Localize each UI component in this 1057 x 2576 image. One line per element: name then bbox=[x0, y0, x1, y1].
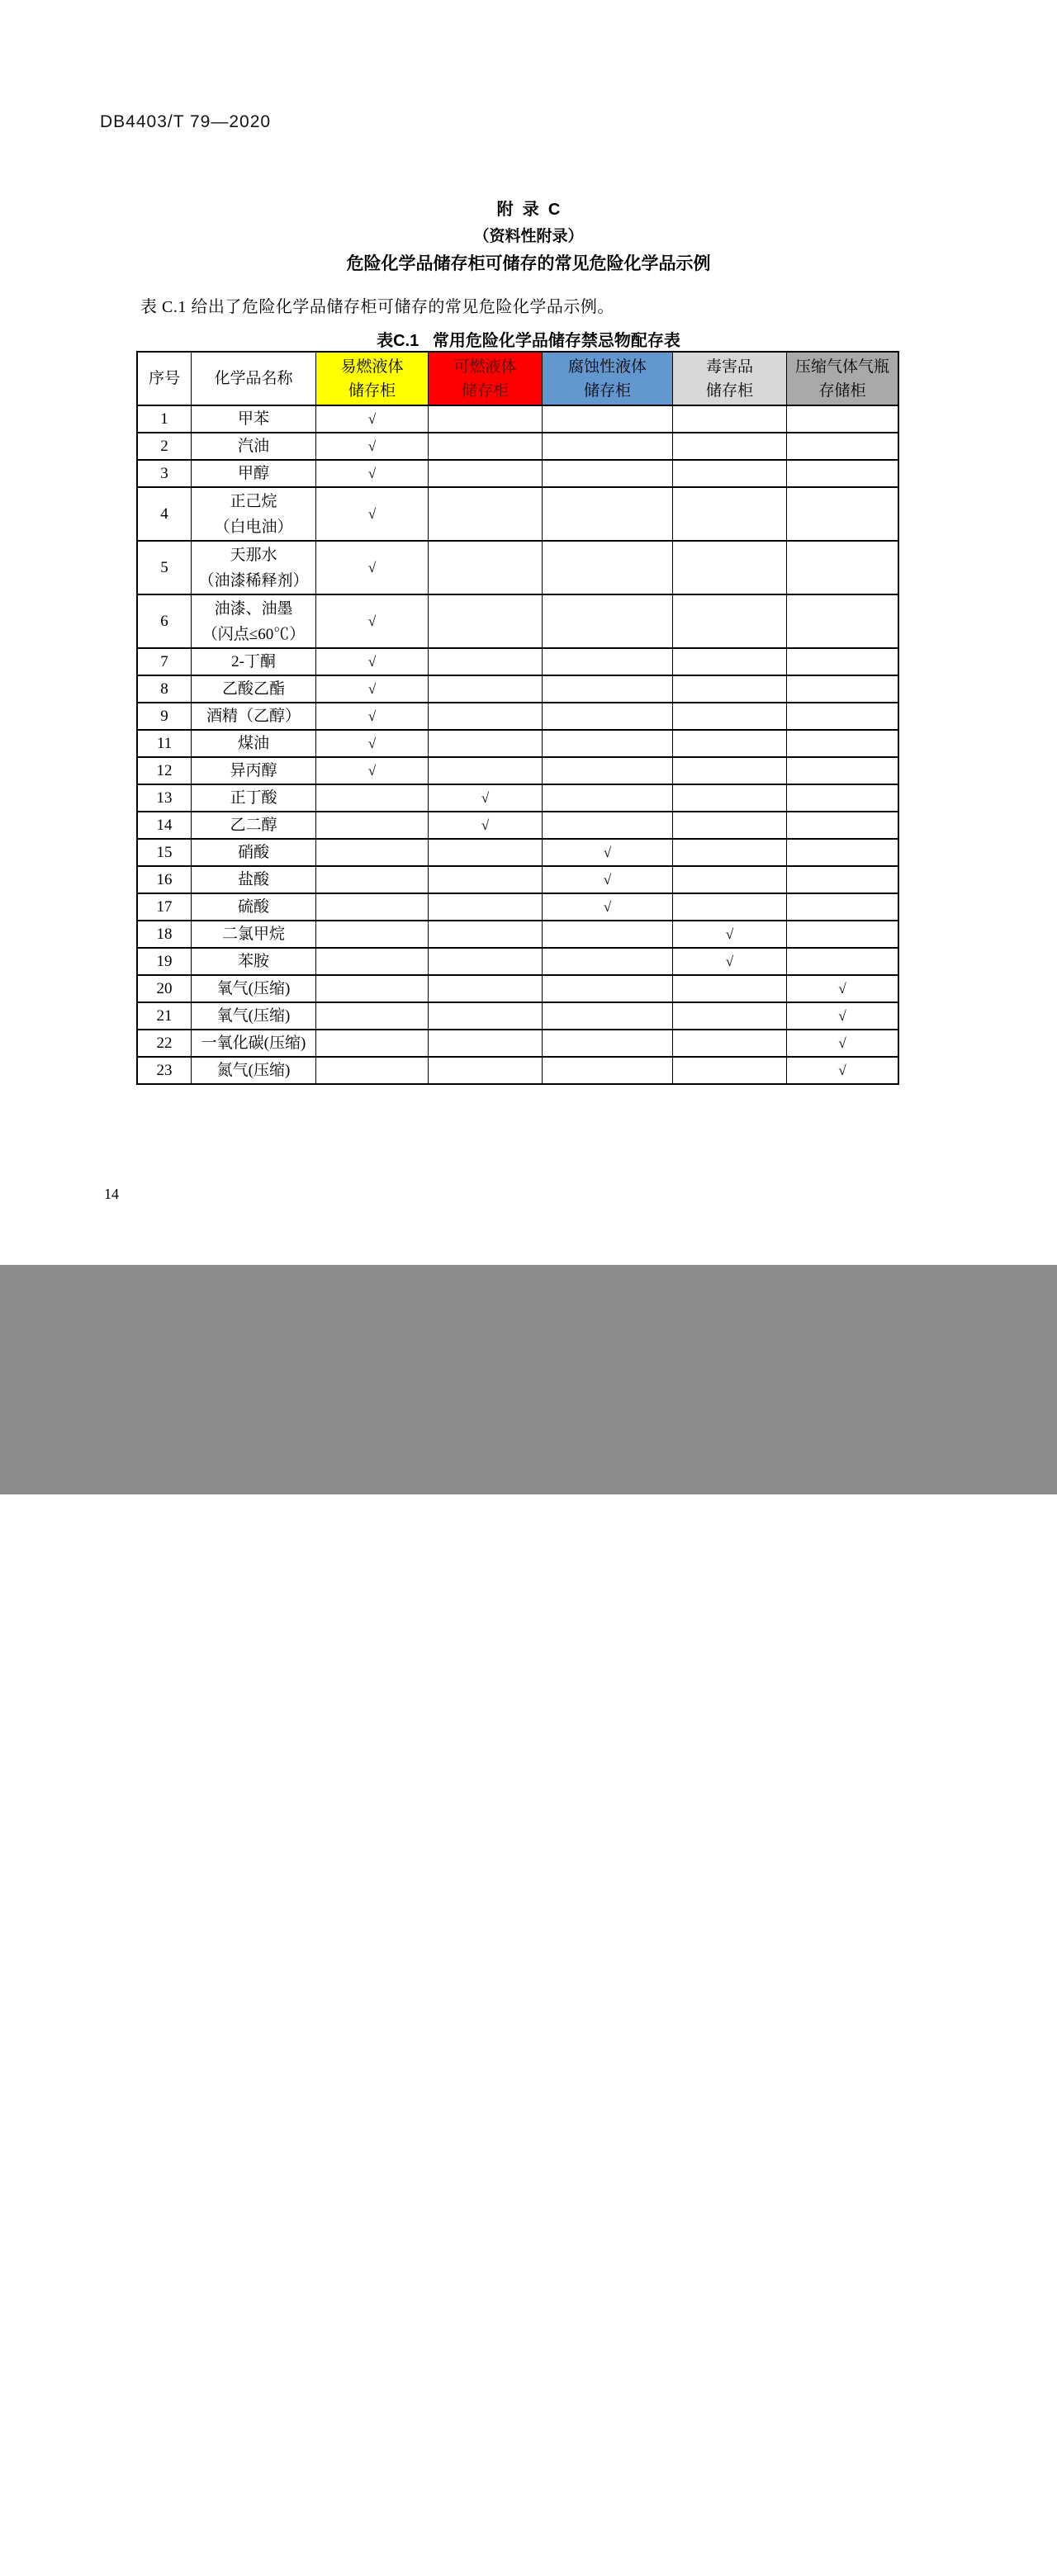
cell-mark-compressed bbox=[787, 866, 899, 893]
chemical-name-line: 汽油 bbox=[237, 438, 269, 455]
cell-mark-compressed bbox=[787, 648, 899, 675]
cell-mark-corrosive bbox=[543, 541, 673, 594]
header-cell-compressed bbox=[787, 352, 899, 405]
cell-mark-combustible bbox=[429, 405, 543, 433]
cell-mark-corrosive bbox=[543, 1002, 673, 1030]
cell-mark-toxic bbox=[673, 784, 787, 812]
cell-mark-flammable: √ bbox=[316, 433, 429, 460]
cell-mark-combustible bbox=[429, 866, 543, 893]
cell-mark-corrosive bbox=[543, 784, 673, 812]
header-label-line: 储存柜 bbox=[705, 381, 753, 400]
cell-mark-corrosive bbox=[543, 703, 673, 730]
cell-mark-compressed bbox=[787, 460, 899, 487]
cell-mark-compressed: √ bbox=[787, 1030, 899, 1057]
cell-mark-toxic bbox=[673, 405, 787, 433]
cell-row-number: 16 bbox=[137, 866, 192, 893]
cell-mark-flammable bbox=[316, 975, 429, 1002]
cell-mark-compressed bbox=[787, 433, 899, 460]
cell-mark-compressed bbox=[787, 541, 899, 594]
cell-mark-corrosive bbox=[543, 675, 673, 703]
cell-chemical-name bbox=[192, 594, 316, 648]
cell-mark-combustible bbox=[429, 433, 543, 460]
header-label-line: 存储柜 bbox=[818, 381, 866, 400]
cell-mark-combustible bbox=[429, 675, 543, 703]
cell-mark-toxic bbox=[673, 594, 787, 648]
cell-mark-compressed bbox=[787, 784, 899, 812]
page-number: 14 bbox=[104, 1186, 119, 1202]
header-label-line: 储存柜 bbox=[583, 381, 631, 400]
cell-mark-toxic: √ bbox=[673, 921, 787, 948]
cell-mark-flammable bbox=[316, 812, 429, 839]
cell-mark-toxic bbox=[673, 541, 787, 594]
table-row bbox=[137, 1030, 898, 1057]
cell-mark-flammable bbox=[316, 839, 429, 866]
cell-mark-compressed: √ bbox=[787, 1002, 899, 1030]
cell-chemical-name bbox=[192, 487, 316, 541]
cell-mark-corrosive bbox=[543, 487, 673, 541]
header-label-line: 储存柜 bbox=[461, 381, 509, 400]
cell-mark-toxic bbox=[673, 975, 787, 1002]
header-cell-combustible bbox=[429, 352, 543, 405]
appendix-heading: 危险化学品储存柜可储存的常见危险化学品示例 bbox=[346, 254, 711, 273]
chemical-name-line: （白电油） bbox=[214, 518, 293, 536]
cell-mark-compressed: √ bbox=[787, 975, 899, 1002]
cell-row-number: 21 bbox=[137, 1002, 192, 1030]
cell-mark-toxic bbox=[673, 1030, 787, 1057]
table-row bbox=[137, 1002, 898, 1030]
intro-paragraph: 表 C.1 给出了危险化学品储存柜可储存的常见危险化学品示例。 bbox=[140, 298, 614, 316]
cell-mark-corrosive: √ bbox=[543, 893, 673, 921]
cell-row-number: 3 bbox=[137, 460, 192, 487]
cell-row-number: 19 bbox=[137, 948, 192, 975]
cell-mark-combustible bbox=[429, 757, 543, 784]
doc-code: DB4403/T 79—2020 bbox=[100, 112, 272, 131]
cell-chemical-name bbox=[192, 703, 316, 730]
header-cell-flammable bbox=[316, 352, 429, 405]
cell-mark-corrosive bbox=[543, 975, 673, 1002]
cell-row-number: 8 bbox=[137, 675, 192, 703]
header-label-line: 易燃液体 bbox=[340, 358, 404, 376]
cell-mark-corrosive bbox=[543, 1057, 673, 1084]
chemical-name-line: （油漆稀释剂） bbox=[198, 571, 309, 590]
cell-mark-toxic bbox=[673, 703, 787, 730]
cell-chemical-name bbox=[192, 675, 316, 703]
cell-mark-flammable: √ bbox=[316, 757, 429, 784]
cell-chemical-name bbox=[192, 839, 316, 866]
cell-mark-compressed bbox=[787, 893, 899, 921]
cell-mark-corrosive: √ bbox=[543, 866, 673, 893]
cell-mark-combustible bbox=[429, 703, 543, 730]
header-cell-corrosive bbox=[543, 352, 673, 405]
cell-mark-compressed bbox=[787, 487, 899, 541]
cell-chemical-name bbox=[192, 541, 316, 594]
header-label-line: 毒害品 bbox=[705, 358, 753, 376]
cell-mark-flammable bbox=[316, 1002, 429, 1030]
footer-band bbox=[0, 1265, 1057, 2574]
cell-chemical-name bbox=[192, 405, 316, 433]
cell-mark-compressed bbox=[787, 757, 899, 784]
chemical-name-line: 甲醇 bbox=[237, 465, 269, 482]
cell-mark-combustible bbox=[429, 460, 543, 487]
cell-mark-corrosive: √ bbox=[543, 839, 673, 866]
cell-mark-combustible bbox=[429, 487, 543, 541]
cell-row-number: 20 bbox=[137, 975, 192, 1002]
chemical-name-line: 乙二醇 bbox=[230, 817, 277, 834]
header-cell-toxic bbox=[673, 352, 787, 405]
cell-chemical-name bbox=[192, 948, 316, 975]
table-row bbox=[137, 648, 898, 675]
cell-mark-toxic bbox=[673, 1057, 787, 1084]
table-row bbox=[137, 460, 898, 487]
header-cell-no bbox=[137, 352, 192, 405]
cell-mark-compressed bbox=[787, 675, 899, 703]
table-header-row bbox=[137, 352, 898, 405]
cell-mark-combustible bbox=[429, 648, 543, 675]
chemical-name-line: 氧气(压缩) bbox=[216, 980, 291, 997]
table-row bbox=[137, 1057, 898, 1084]
cell-chemical-name bbox=[192, 433, 316, 460]
cell-chemical-name bbox=[192, 866, 316, 893]
cell-mark-toxic bbox=[673, 460, 787, 487]
cell-chemical-name bbox=[192, 1002, 316, 1030]
cell-mark-combustible bbox=[429, 594, 543, 648]
table-row bbox=[137, 784, 898, 812]
table-row bbox=[137, 921, 898, 948]
chemical-name-line: 盐酸 bbox=[237, 871, 269, 888]
chemical-name-line: 2-丁酮 bbox=[231, 653, 276, 670]
cell-mark-compressed bbox=[787, 948, 899, 975]
chemical-name-line: 正己烷 bbox=[230, 492, 277, 510]
ehs-watermark-label: EHS法规 bbox=[804, 2547, 905, 2574]
cell-mark-combustible bbox=[429, 893, 543, 921]
cell-mark-corrosive bbox=[543, 757, 673, 784]
cell-mark-combustible bbox=[429, 1057, 543, 1084]
cell-mark-flammable bbox=[316, 893, 429, 921]
table-row bbox=[137, 703, 898, 730]
cell-mark-corrosive bbox=[543, 460, 673, 487]
cell-mark-flammable: √ bbox=[316, 487, 429, 541]
table-row bbox=[137, 405, 898, 433]
cell-row-number: 18 bbox=[137, 921, 192, 948]
cell-mark-flammable: √ bbox=[316, 675, 429, 703]
cell-mark-toxic bbox=[673, 893, 787, 921]
cell-mark-corrosive bbox=[543, 921, 673, 948]
cell-chemical-name bbox=[192, 921, 316, 948]
chemical-name-line: 异丙醇 bbox=[230, 762, 277, 779]
cell-mark-compressed bbox=[787, 405, 899, 433]
table-row bbox=[137, 675, 898, 703]
chemical-name-line: 乙酸乙酯 bbox=[221, 680, 285, 698]
header-label-line: 可燃液体 bbox=[453, 358, 517, 376]
cell-chemical-name bbox=[192, 784, 316, 812]
cell-mark-flammable bbox=[316, 1057, 429, 1084]
cell-chemical-name bbox=[192, 975, 316, 1002]
cell-mark-toxic bbox=[673, 812, 787, 839]
cell-mark-compressed bbox=[787, 839, 899, 866]
cell-mark-combustible bbox=[429, 541, 543, 594]
cell-mark-corrosive bbox=[543, 1030, 673, 1057]
cell-row-number: 13 bbox=[137, 784, 192, 812]
cell-row-number: 12 bbox=[137, 757, 192, 784]
cell-row-number: 15 bbox=[137, 839, 192, 866]
cell-chemical-name bbox=[192, 1057, 316, 1084]
table-row bbox=[137, 812, 898, 839]
cell-row-number: 14 bbox=[137, 812, 192, 839]
cell-chemical-name bbox=[192, 730, 316, 757]
header-label-line: 储存柜 bbox=[348, 381, 396, 400]
cell-row-number: 4 bbox=[137, 487, 192, 541]
cell-mark-combustible: √ bbox=[429, 784, 543, 812]
chemical-name-line: 甲苯 bbox=[237, 410, 269, 428]
appendix-subtitle: （资料性附录） bbox=[473, 228, 584, 245]
cell-mark-flammable: √ bbox=[316, 405, 429, 433]
cell-row-number: 22 bbox=[137, 1030, 192, 1057]
table-row bbox=[137, 541, 898, 594]
chemical-name-line: 酒精（乙醇） bbox=[206, 708, 301, 725]
cell-mark-combustible bbox=[429, 921, 543, 948]
cell-mark-combustible bbox=[429, 839, 543, 866]
chemical-name-line: 天那水 bbox=[230, 546, 277, 564]
cell-mark-flammable: √ bbox=[316, 460, 429, 487]
chemical-name-line: 氧气(压缩) bbox=[216, 1007, 291, 1025]
cell-row-number: 6 bbox=[137, 594, 192, 648]
chemical-name-line: 硝酸 bbox=[237, 844, 269, 861]
cloud-icon bbox=[761, 2545, 799, 2570]
chemical-name-line: 煤油 bbox=[237, 735, 269, 752]
table-row bbox=[137, 866, 898, 893]
cell-mark-compressed bbox=[787, 730, 899, 757]
cell-mark-toxic bbox=[673, 433, 787, 460]
cell-mark-combustible bbox=[429, 975, 543, 1002]
cell-mark-flammable: √ bbox=[316, 541, 429, 594]
cell-mark-combustible bbox=[429, 948, 543, 975]
chemical-name-line: 氮气(压缩) bbox=[216, 1062, 291, 1079]
header-label-line: 腐蚀性液体 bbox=[567, 358, 647, 376]
cell-mark-flammable: √ bbox=[316, 648, 429, 675]
cell-mark-compressed bbox=[787, 921, 899, 948]
cell-chemical-name bbox=[192, 648, 316, 675]
cell-mark-corrosive bbox=[543, 812, 673, 839]
header-label-line: 压缩气体气瓶 bbox=[794, 358, 889, 376]
header-cell-name bbox=[192, 352, 316, 405]
table-row bbox=[137, 594, 898, 648]
header-label-line: 序号 bbox=[148, 370, 180, 387]
cell-mark-toxic bbox=[673, 839, 787, 866]
cell-row-number: 9 bbox=[137, 703, 192, 730]
cell-chemical-name bbox=[192, 812, 316, 839]
cell-mark-flammable bbox=[316, 948, 429, 975]
appendix-title: 附 录 C bbox=[496, 201, 561, 219]
cell-mark-corrosive bbox=[543, 648, 673, 675]
table-row bbox=[137, 839, 898, 866]
cell-mark-toxic bbox=[673, 648, 787, 675]
cell-mark-flammable bbox=[316, 866, 429, 893]
cell-mark-flammable bbox=[316, 1030, 429, 1057]
cell-row-number: 1 bbox=[137, 405, 192, 433]
table-row bbox=[137, 757, 898, 784]
chemical-name-line: 一氧化碳(压缩) bbox=[201, 1035, 306, 1052]
cell-row-number: 5 bbox=[137, 541, 192, 594]
cell-mark-compressed: √ bbox=[787, 1057, 899, 1084]
cell-row-number: 23 bbox=[137, 1057, 192, 1084]
cell-row-number: 7 bbox=[137, 648, 192, 675]
cell-mark-toxic bbox=[673, 866, 787, 893]
chemical-name-line: （闪点≤60℃） bbox=[201, 625, 306, 643]
cell-mark-flammable bbox=[316, 921, 429, 948]
cell-mark-combustible bbox=[429, 730, 543, 757]
cell-mark-toxic bbox=[673, 757, 787, 784]
cell-mark-toxic bbox=[673, 487, 787, 541]
cell-mark-combustible: √ bbox=[429, 812, 543, 839]
cell-mark-combustible bbox=[429, 1002, 543, 1030]
chemical-name-line: 硫酸 bbox=[237, 898, 269, 916]
table-row bbox=[137, 487, 898, 541]
cell-mark-flammable bbox=[316, 784, 429, 812]
cell-mark-combustible bbox=[429, 1030, 543, 1057]
chemical-storage-table bbox=[136, 351, 899, 1085]
table-row bbox=[137, 948, 898, 975]
cell-mark-toxic bbox=[673, 1002, 787, 1030]
cell-mark-compressed bbox=[787, 594, 899, 648]
cell-row-number: 11 bbox=[137, 730, 192, 757]
cell-mark-flammable: √ bbox=[316, 730, 429, 757]
chemical-name-line: 正丁酸 bbox=[230, 789, 277, 807]
cell-mark-compressed bbox=[787, 812, 899, 839]
cell-mark-compressed bbox=[787, 703, 899, 730]
table-row bbox=[137, 893, 898, 921]
cell-mark-toxic bbox=[673, 730, 787, 757]
cell-mark-toxic: √ bbox=[673, 948, 787, 975]
cell-chemical-name bbox=[192, 757, 316, 784]
table-row bbox=[137, 730, 898, 757]
table-row bbox=[137, 433, 898, 460]
cell-chemical-name bbox=[192, 460, 316, 487]
ehs-watermark bbox=[761, 2540, 905, 2576]
cell-chemical-name bbox=[192, 1030, 316, 1057]
chemical-name-line: 油漆、油墨 bbox=[214, 599, 293, 618]
cell-mark-corrosive bbox=[543, 433, 673, 460]
cell-mark-corrosive bbox=[543, 948, 673, 975]
cell-chemical-name bbox=[192, 893, 316, 921]
cell-mark-flammable: √ bbox=[316, 703, 429, 730]
table-row bbox=[137, 975, 898, 1002]
chemical-name-line: 二氯甲烷 bbox=[221, 926, 285, 943]
header-label-line: 化学品名称 bbox=[214, 370, 293, 387]
chemical-name-line: 苯胺 bbox=[237, 953, 269, 970]
cell-mark-corrosive bbox=[543, 730, 673, 757]
cell-mark-corrosive bbox=[543, 594, 673, 648]
cell-mark-corrosive bbox=[543, 405, 673, 433]
cell-row-number: 2 bbox=[137, 433, 192, 460]
cell-row-number: 17 bbox=[137, 893, 192, 921]
cell-mark-flammable: √ bbox=[316, 594, 429, 648]
cell-mark-toxic bbox=[673, 675, 787, 703]
table-caption: 表C.1 常用危险化学品储存禁忌物配存表 bbox=[377, 332, 680, 350]
